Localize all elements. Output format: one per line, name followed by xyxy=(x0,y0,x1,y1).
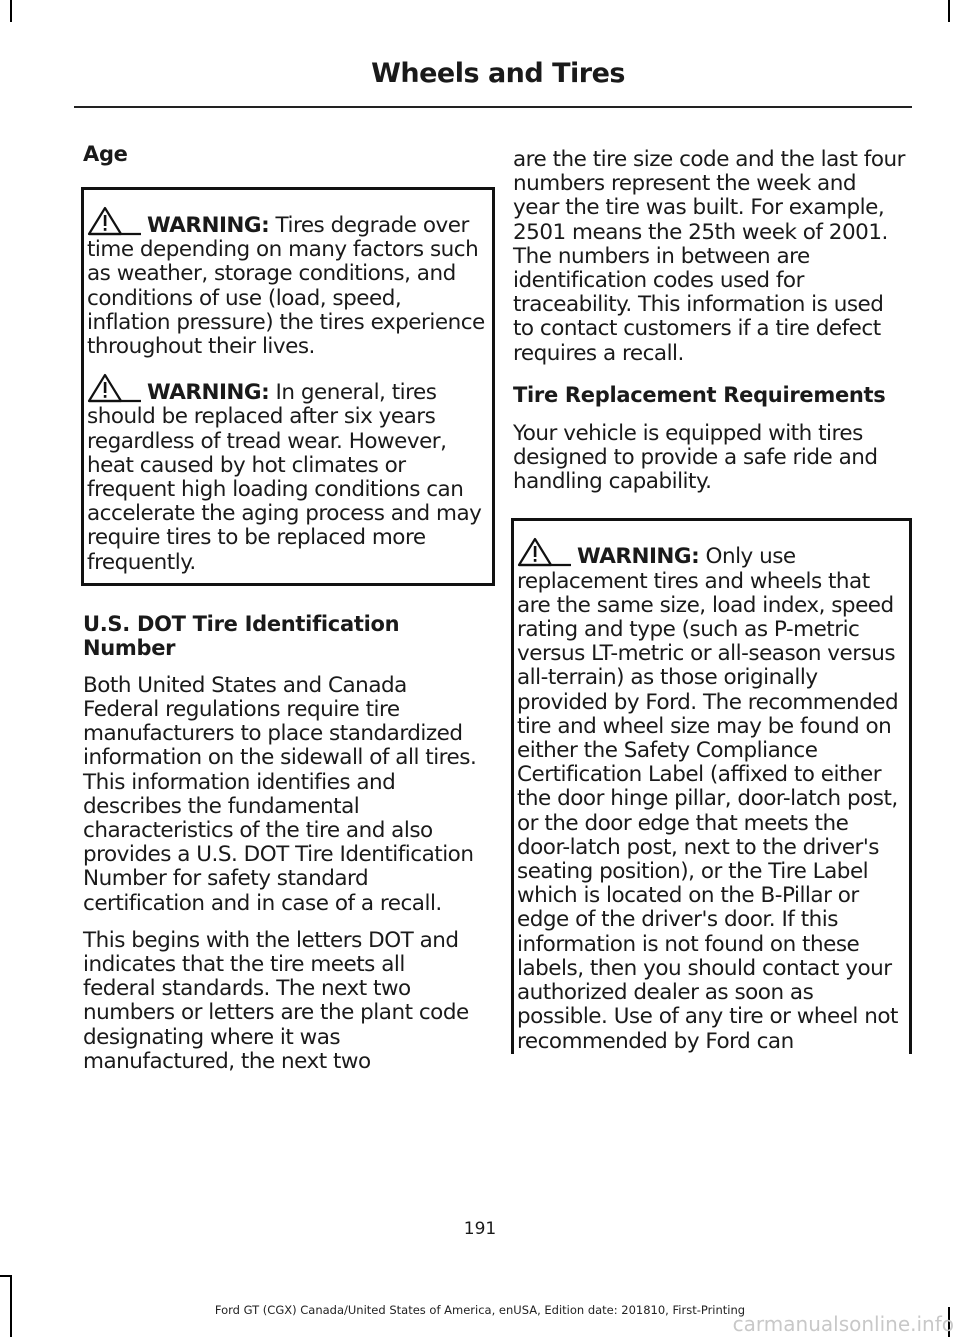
paragraph-dot-regulations: Both United States and Canada Federal regulations require tire manufacturers to place standardized information on the sidewall of all tires. This information identifies and describes the fundamental characteristics of the tire and also provides a U.S. DOT Tire Identification Number for safety standard certification and in case of a recall. xyxy=(83,672,477,916)
crop-mark-top-right xyxy=(948,0,950,22)
paragraph-tire-replacement: Your vehicle is equipped with tires designed to provide a safe ride and handling capability. xyxy=(513,420,878,495)
left-column xyxy=(83,142,483,1074)
warning-triangle-icon xyxy=(87,206,147,236)
paragraph-dot-continued: are the tire size code and the last four numbers represent the week and year the tire was built. For example, 2501 means the 25th week of 2001. The numbers in between are identification codes used for traceability. This information is used to contact customers if a tire defect requires a recall. xyxy=(513,147,905,366)
warning-tires-degrade xyxy=(87,206,488,359)
warning-triangle-icon xyxy=(517,537,577,567)
warning-replace-six-years xyxy=(87,373,488,575)
warning-text: In general, tires should be replaced after six years regardless of tread wear. However, heat caused by hot climates or frequent high loading conditions can accelerate the aging process and may require tires to be replaced more frequently. xyxy=(87,380,482,575)
warning-replacement-tires xyxy=(517,537,903,1053)
heading-tire-replacement: Tire Replacement Requirements xyxy=(513,382,886,407)
paragraph-dot-letters: This begins with the letters DOT and indicates that the tire meets all federal standards. The next two numbers or letters are the plant code designating where it was manufactured, the next two xyxy=(83,927,469,1074)
page-number: 191 xyxy=(463,1219,497,1239)
warning-label: WARNING: xyxy=(147,380,270,406)
warning-text: Only use replacement tires and wheels that are the same size, load index, speed rating and type (such as P-metric versus LT-metric or all-season versus all-terrain) as those originally provided by Ford. The recommended tire and wheel size may be found on either the Safety Compliance Certification Label (affixed to either the door hinge pillar, door-latch post, or the door edge that meets the door-latch post, next to the driver's seating position), or the Tire Label which is located on the B-Pillar or edge of the driver's door. If this information is not found on these labels, then you should contact your authorized dealer as soon as possible. Use of any tire or wheel not recommended by Ford can xyxy=(517,544,899,1054)
warning-label: WARNING: xyxy=(147,213,270,238)
warning-text: Tires degrade over time depending on many factors such as weather, storage conditions, and conditions of use (load, speed, inflation pressure) the tires experience throughout their lives. xyxy=(87,213,485,360)
heading-age: Age xyxy=(83,142,128,166)
footer-edition: Ford GT (CGX) Canada/United States of America, enUSA, Edition date: 201810, First-Printing xyxy=(214,1303,746,1317)
crop-mark-top-left xyxy=(10,0,12,22)
heading-dot-tire-id: U.S. DOT Tire Identification Number xyxy=(83,611,400,660)
warning-label: WARNING: xyxy=(577,544,700,570)
crop-mark-bottom-left-h xyxy=(0,1275,12,1277)
warning-box-age xyxy=(81,187,495,586)
header-divider xyxy=(74,106,912,108)
watermark: carmanualsonline.info xyxy=(732,1312,954,1336)
right-column xyxy=(513,142,908,1054)
page-header-title: Wheels and Tires xyxy=(371,58,625,89)
warning-triangle-icon xyxy=(87,373,147,403)
warning-box-replacement xyxy=(511,518,912,1053)
